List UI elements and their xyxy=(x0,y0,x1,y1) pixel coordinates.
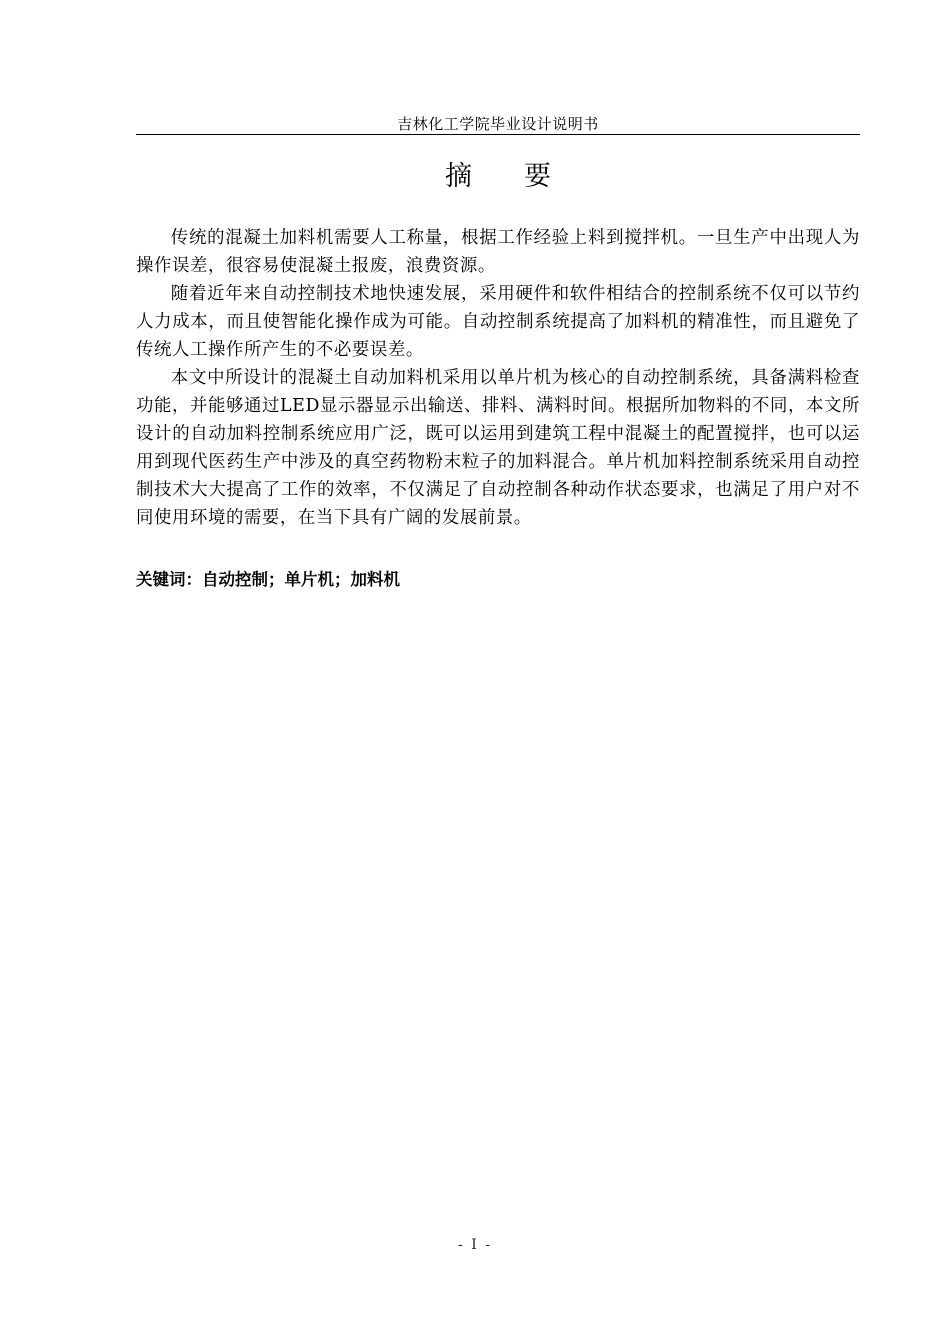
abstract-paragraph-1: 传统的混凝土加料机需要人工称量，根据工作经验上料到搅拌机。一旦生产中出现人为操作误差，很容易使混凝土报废，浪费资源。 xyxy=(136,228,860,276)
header-divider xyxy=(136,134,860,135)
abstract-body xyxy=(136,224,860,532)
keywords-line: 关键词：自动控制；单片机；加料机 xyxy=(136,570,400,589)
running-header: 吉林化工学院毕业设计说明书 xyxy=(397,115,599,133)
abstract-paragraph-3: 本文中所设计的混凝土自动加料机采用以单片机为核心的自动控制系统，具备满料检查功能，并能够通过LED显示器显示出输送、排料、满料时间。根据所加物料的不同，本文所设计的自动加料控制系统应用广泛，既可以运用到建筑工程中混凝土的配置搅拌，也可以运用到现代医药生产中涉及的真空药物粉末粒子的加料混合。单片机加料控制系统采用自动控制技术大大提高了工作的效率，不仅满足了自动控制各种动作状态要求，也满足了用户对不同使用环境的需要，在当下具有广阔的发展前景。 xyxy=(136,368,860,528)
abstract-paragraph-2: 随着近年来自动控制技术地快速发展，采用硬件和软件相结合的控制系统不仅可以节约人力成本，而且使智能化操作成为可能。自动控制系统提高了加料机的精准性，而且避免了传统人工操作所产生的不必要误差。 xyxy=(136,284,860,360)
page-number: - I - xyxy=(458,1237,492,1253)
abstract-title: 摘要 xyxy=(445,161,603,192)
